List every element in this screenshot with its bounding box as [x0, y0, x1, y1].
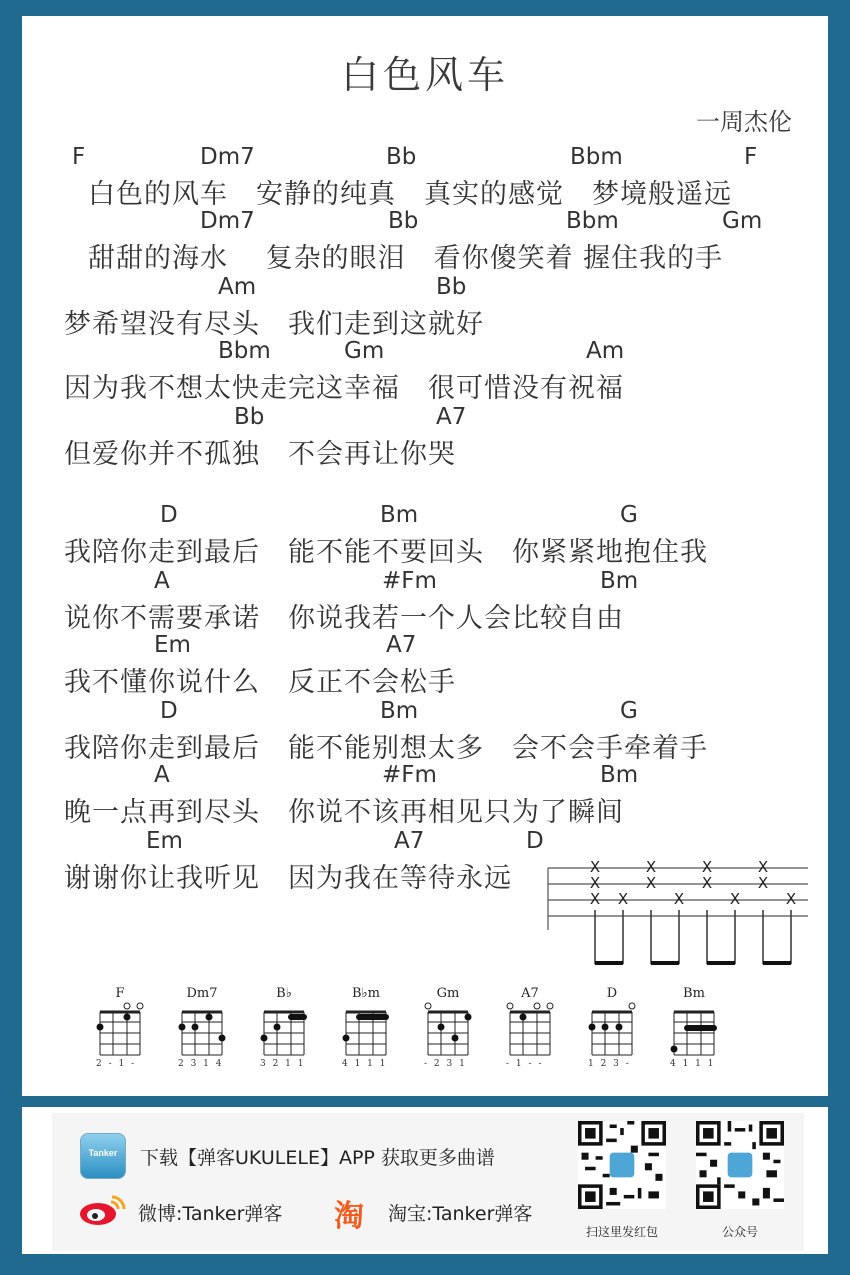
taobao-icon: 淘: [334, 1199, 364, 1234]
lyric-text: 我陪你走到最后 能不能不要回头 你紧紧地抱住我: [64, 537, 708, 568]
chord-diagram-fingering: 3 2 1 1: [260, 1059, 306, 1069]
lyric-line: [22, 698, 828, 762]
chord-label: Bbm: [566, 208, 619, 234]
red-packet-caption: 扫这里发红包: [585, 1225, 658, 1239]
chord-label: Bb: [388, 208, 419, 234]
lyric-text: 说你不需要承诺 你说我若一个人会比较自由: [64, 603, 624, 634]
red-packet-qr-code: [578, 1121, 666, 1209]
chord-diagram-name: Dm7: [186, 986, 218, 1001]
chord-label: Dm7: [200, 208, 255, 234]
lyric-text: 白色的风车 安静的纯真 真实的感觉 梦境般遥远: [88, 179, 732, 210]
chord-label: Bm: [600, 568, 639, 594]
svg-text:X: X: [701, 874, 713, 892]
lyric-line: [22, 208, 828, 272]
lyrics-sheet: [22, 16, 828, 1096]
chord-label: Bb: [386, 144, 417, 170]
chord-label: Bm: [380, 502, 419, 528]
lyric-line: [22, 274, 828, 338]
chord-label: G: [620, 502, 638, 528]
promo-panel: [52, 1113, 804, 1251]
lyric-line: [22, 762, 828, 826]
chord-label: Bb: [436, 274, 467, 300]
chord-label: Am: [218, 274, 257, 300]
chord-label: Am: [586, 338, 625, 364]
chord-label: Em: [146, 828, 183, 854]
svg-text:X: X: [757, 858, 769, 876]
chord-label: #Fm: [382, 568, 437, 594]
chord-label: A7: [386, 632, 417, 658]
chord-label: Bbm: [570, 144, 623, 170]
promo-footer: [22, 1107, 828, 1254]
lyric-text: 谢谢你让我听见 因为我在等待永远: [64, 863, 512, 894]
lyric-text: 因为我不想太快走完这幸福 很可惜没有祝福: [64, 373, 624, 404]
lyric-line: [22, 338, 828, 402]
chord-label: D: [526, 828, 544, 854]
taobao-account: 淘宝:Tanker弹客: [388, 1203, 533, 1225]
weibo-icon: [78, 1193, 128, 1227]
chord-label: G: [620, 698, 638, 724]
chord-label: Bm: [600, 762, 639, 788]
chord-label: #Fm: [382, 762, 437, 788]
svg-text:X: X: [673, 890, 685, 908]
chord-label: Gm: [722, 208, 763, 234]
chord-diagram-fingering: 4 1 1 1: [670, 1059, 716, 1069]
wechat-account-qr-code: [696, 1121, 784, 1209]
lyric-line: [22, 144, 828, 208]
lyric-text: 甜甜的海水 复杂的眼泪 看你傻笑着 握住我的手: [88, 243, 724, 274]
lyric-line: [22, 404, 828, 468]
strum-pattern: [540, 852, 810, 972]
chord-diagram-name: B♭m: [351, 986, 380, 1001]
chord-label: D: [160, 698, 178, 724]
chord-diagram-name: D: [606, 986, 618, 1001]
svg-text:X: X: [729, 890, 741, 908]
chord-label: Gm: [344, 338, 385, 364]
chord-label: Dm7: [200, 144, 255, 170]
chord-diagrams: [90, 986, 770, 1076]
svg-text:X: X: [589, 874, 601, 892]
chord-diagram-name: A7: [521, 986, 539, 1001]
chord-label: Bb: [234, 404, 265, 430]
svg-text:X: X: [589, 890, 601, 908]
chord-diagram-name: Bm: [683, 986, 705, 1001]
chord-label: Bm: [380, 698, 419, 724]
lyric-text: 梦希望没有尽头 我们走到这就好: [64, 309, 484, 340]
chord-label: Bbm: [218, 338, 271, 364]
svg-text:X: X: [757, 874, 769, 892]
app-download-text: 下载【弹客UKULELE】APP 获取更多曲谱: [140, 1147, 495, 1169]
lyric-text: 但爱你并不孤独 不会再让你哭: [64, 439, 456, 470]
svg-text:X: X: [617, 890, 629, 908]
lyric-line: [22, 502, 828, 566]
lyric-text: 我不懂你说什么 反正不会松手: [64, 667, 456, 698]
chord-diagram-fingering: 2 - 1 -: [96, 1059, 137, 1069]
chord-label: F: [72, 144, 86, 170]
lyric-text: 我陪你走到最后 能不能别想太多 会不会手牵着手: [64, 733, 708, 764]
svg-text:X: X: [645, 858, 657, 876]
lyric-line: [22, 568, 828, 632]
weibo-account: 微博:Tanker弹客: [138, 1203, 283, 1225]
chord-diagram-fingering: 4 1 1 1: [342, 1059, 388, 1069]
song-title: 白色风车: [340, 53, 509, 97]
app-icon-label: Tanker: [88, 1148, 118, 1158]
svg-text:X: X: [589, 858, 601, 876]
lyric-line: [22, 632, 828, 696]
chord-diagram-fingering: 2 3 1 4: [178, 1059, 224, 1069]
chord-label: Em: [154, 632, 191, 658]
chord-diagram-fingering: 1 2 3 -: [588, 1059, 631, 1069]
chord-diagram-name: Gm: [436, 986, 460, 1001]
chord-label: D: [160, 502, 178, 528]
svg-text:X: X: [645, 874, 657, 892]
svg-text:X: X: [701, 858, 713, 876]
chord-diagram-fingering: - 2 3 1: [424, 1059, 467, 1069]
chord-diagram-name: F: [115, 986, 125, 1001]
chord-label: A: [154, 568, 170, 594]
chord-label: A7: [436, 404, 467, 430]
artist-name: 一周杰伦: [696, 108, 792, 136]
wechat-account-caption: 公众号: [721, 1225, 758, 1239]
chord-diagram-fingering: - 1 - -: [506, 1059, 544, 1069]
lyric-text: 晚一点再到尽头 你说不该再相见只为了瞬间: [64, 797, 624, 828]
chord-diagram-name: B♭: [276, 986, 292, 1001]
svg-text:X: X: [785, 890, 797, 908]
chord-label: A7: [394, 828, 425, 854]
tanker-app-icon[interactable]: [80, 1133, 126, 1179]
chord-label: F: [744, 144, 758, 170]
chord-label: A: [154, 762, 170, 788]
